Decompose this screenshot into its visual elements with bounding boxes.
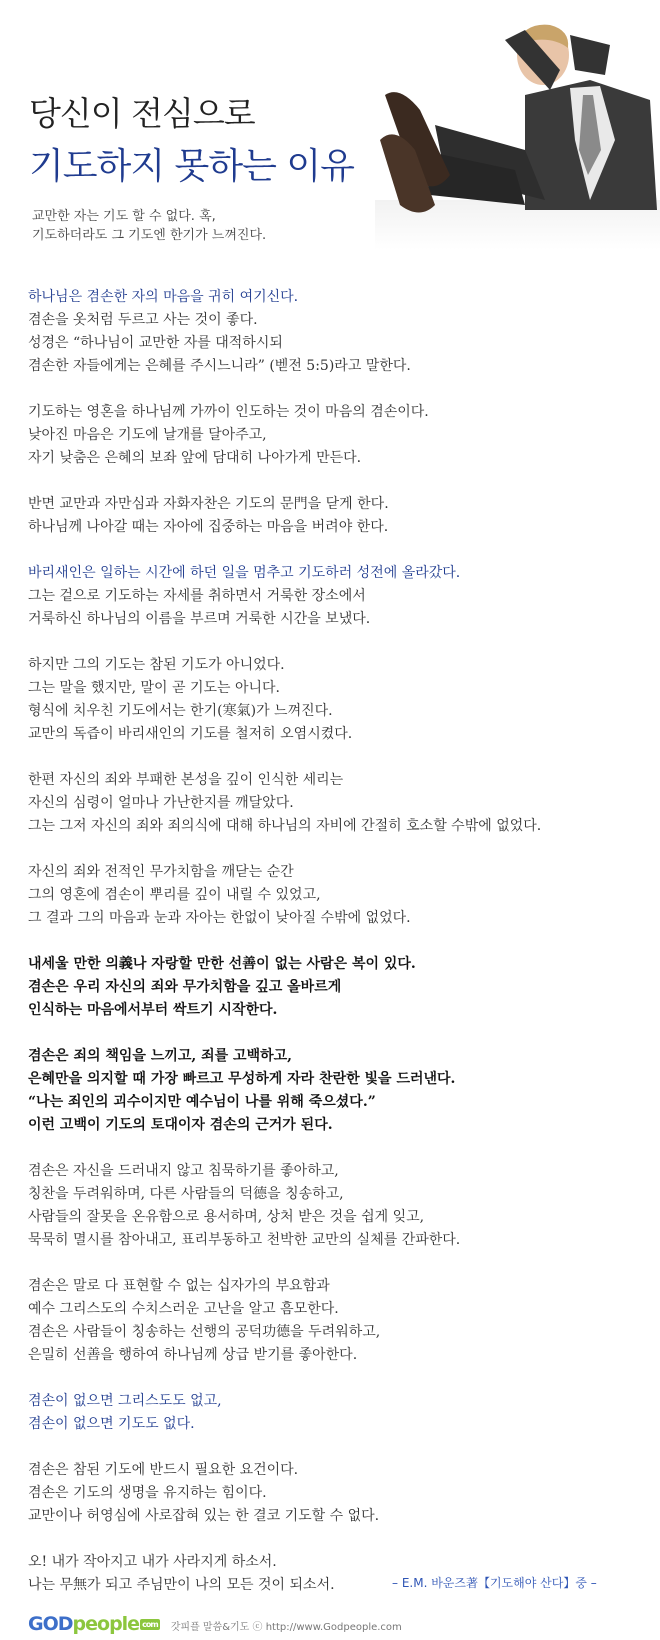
paragraph-line: 칭찬을 두려워하며, 다른 사람들의 덕德을 칭송하고, — [28, 1186, 344, 1202]
paragraph-line: 겸손은 우리 자신의 죄와 무가치함을 깊고 올바르게 — [28, 979, 342, 995]
paragraph — [28, 1390, 638, 1436]
paragraph — [28, 1275, 638, 1367]
paragraph-line: 반면 교만과 자만심과 자화자찬은 기도의 문門을 닫게 한다. — [28, 496, 389, 512]
paragraph-line: 교만의 독즙이 바리새인의 기도를 철저히 오염시켰다. — [28, 726, 353, 742]
footer-tagline: 갓피플 말씀&기도 ⓒ http://www.Godpeople.com — [170, 1622, 402, 1633]
paragraph — [28, 861, 638, 930]
paragraph-line: 자기 낮춤은 은혜의 보좌 앞에 담대히 나아가게 만든다. — [28, 450, 362, 466]
paragraph — [28, 1160, 638, 1252]
reclining-businessman-photo — [375, 0, 660, 250]
paragraph-line: “나는 죄인의 괴수이지만 예수님이 나를 위해 죽으셨다.” — [28, 1094, 376, 1110]
paragraph-line: 오! 내가 작아지고 내가 사라지게 하소서. — [28, 1554, 277, 1570]
paragraph-line: 거룩하신 하나님의 이름을 부르며 거룩한 시간을 보냈다. — [28, 611, 371, 627]
paragraph-line: 바리새인은 일하는 시간에 하던 일을 멈추고 기도하러 성전에 올라갔다. — [28, 565, 461, 581]
paragraph — [28, 1459, 638, 1528]
paragraph-line: 은혜만을 의지할 때 가장 빠르고 무성하게 자라 찬란한 빛을 드러낸다. — [28, 1071, 456, 1087]
paragraph-line: 겸손이 없으면 그리스도도 없고, — [28, 1393, 222, 1409]
paragraph-line: 인식하는 마음에서부터 싹트기 시작한다. — [28, 1002, 278, 1018]
paragraph-line: 하나님은 겸손한 자의 마음을 귀히 여기신다. — [28, 289, 299, 305]
paragraph-line: 한편 자신의 죄와 부패한 본성을 깊이 인식한 세리는 — [28, 772, 344, 788]
paragraph-line: 겸손한 자들에게는 은혜를 주시느니라” (벧전 5:5)라고 말한다. — [28, 358, 411, 374]
article-body — [28, 286, 638, 1620]
paragraph-line: 하나님께 나아갈 때는 자아에 집중하는 마음을 버려야 한다. — [28, 519, 389, 535]
header — [0, 0, 660, 250]
paragraph-line: 기도하는 영혼을 하나님께 가까이 인도하는 것이 마음의 겸손이다. — [28, 404, 429, 420]
paragraph — [28, 953, 638, 1022]
paragraph-line: 하지만 그의 기도는 참된 기도가 아니었다. — [28, 657, 285, 673]
paragraph-line: 그의 영혼에 겸손이 뿌리를 깊이 내릴 수 있었고, — [28, 887, 321, 903]
paragraph — [28, 654, 638, 746]
paragraph — [28, 1045, 638, 1137]
paragraph-line: 예수 그리스도의 수치스러운 고난을 알고 흠모한다. — [28, 1301, 339, 1317]
paragraph-line: 은밀히 선善을 행하여 하나님께 상급 받기를 좋아한다. — [28, 1347, 358, 1363]
paragraph-line: 겸손은 자신을 드러내지 않고 침묵하기를 좋아하고, — [28, 1163, 339, 1179]
paragraph-line: 겸손이 없으면 기도도 없다. — [28, 1416, 195, 1432]
paragraph-line: 교만이나 허영심에 사로잡혀 있는 한 결코 기도할 수 없다. — [28, 1508, 380, 1524]
paragraph-line: 묵묵히 멸시를 참아내고, 표리부동하고 천박한 교만의 실체를 간파한다. — [28, 1232, 461, 1248]
paragraph — [28, 769, 638, 838]
paragraph-line: 성경은 “하나님이 교만한 자를 대적하시되 — [28, 335, 283, 351]
paragraph-line: 겸손은 참된 기도에 반드시 필요한 요건이다. — [28, 1462, 299, 1478]
paragraph — [28, 562, 638, 631]
paragraph-line: 자신의 심령이 얼마나 가난한지를 깨달았다. — [28, 795, 294, 811]
paragraph-line: 그 결과 그의 마음과 눈과 자아는 한없이 낮아질 수밖에 없었다. — [28, 910, 411, 926]
subtitle — [32, 207, 266, 245]
paragraph — [28, 286, 638, 378]
page-title-line1: 당신이 전심으로 — [29, 94, 255, 133]
paragraph — [28, 401, 638, 470]
source-credit: – E.M. 바운즈著【기도해야 산다】중 – — [392, 1576, 597, 1590]
paragraph-line: 나는 무無가 되고 주님만이 나의 모든 것이 되소서. — [28, 1577, 335, 1593]
footer — [28, 1613, 402, 1635]
paragraph-line: 자신의 죄와 전적인 무가치함을 깨닫는 순간 — [28, 864, 294, 880]
paragraph-line: 이런 고백이 기도의 토대이자 겸손의 근거가 된다. — [28, 1117, 333, 1133]
paragraph-line: 겸손은 말로 다 표현할 수 없는 십자가의 부요함과 — [28, 1278, 330, 1294]
paragraph-line: 겸손은 죄의 책임을 느끼고, 죄를 고백하고, — [28, 1048, 293, 1064]
paragraph-line: 사람들의 잘못을 온유함으로 용서하며, 상처 받은 것을 쉽게 잊고, — [28, 1209, 425, 1225]
paragraph-line: 그는 말을 했지만, 말이 곧 기도는 아니다. — [28, 680, 280, 696]
paragraph-line: 낮아진 마음은 기도에 날개를 달아주고, — [28, 427, 267, 443]
subtitle-line: 기도하더라도 그 기도엔 한기가 느껴진다. — [32, 228, 267, 243]
page-title-line2: 기도하지 못하는 이유 — [29, 146, 354, 187]
subtitle-line: 교만한 자는 기도 할 수 없다. 혹, — [32, 209, 216, 224]
paragraph-line: 겸손은 기도의 생명을 유지하는 힘이다. — [28, 1485, 267, 1501]
paragraph-line: 겸손을 옷처럼 두르고 사는 것이 좋다. — [28, 312, 258, 328]
paragraph — [28, 493, 638, 539]
paragraph-line: 내세울 만한 의義나 자랑할 만한 선善이 없는 사람은 복이 있다. — [28, 956, 416, 972]
paragraph-line: 겸손은 사람들이 칭송하는 선행의 공덕功德을 두려워하고, — [28, 1324, 381, 1340]
paragraph-line: 그는 그저 자신의 죄와 죄의식에 대해 하나님의 자비에 간절히 호소할 수밖에 없었다. — [28, 818, 542, 834]
paragraph-line: 형식에 치우친 기도에서는 한기(寒氣)가 느껴진다. — [28, 703, 333, 719]
godpeople-logo[interactable]: GODpeople com — [28, 1613, 158, 1635]
paragraph-line: 그는 겉으로 기도하는 자세를 취하면서 거룩한 장소에서 — [28, 588, 366, 604]
